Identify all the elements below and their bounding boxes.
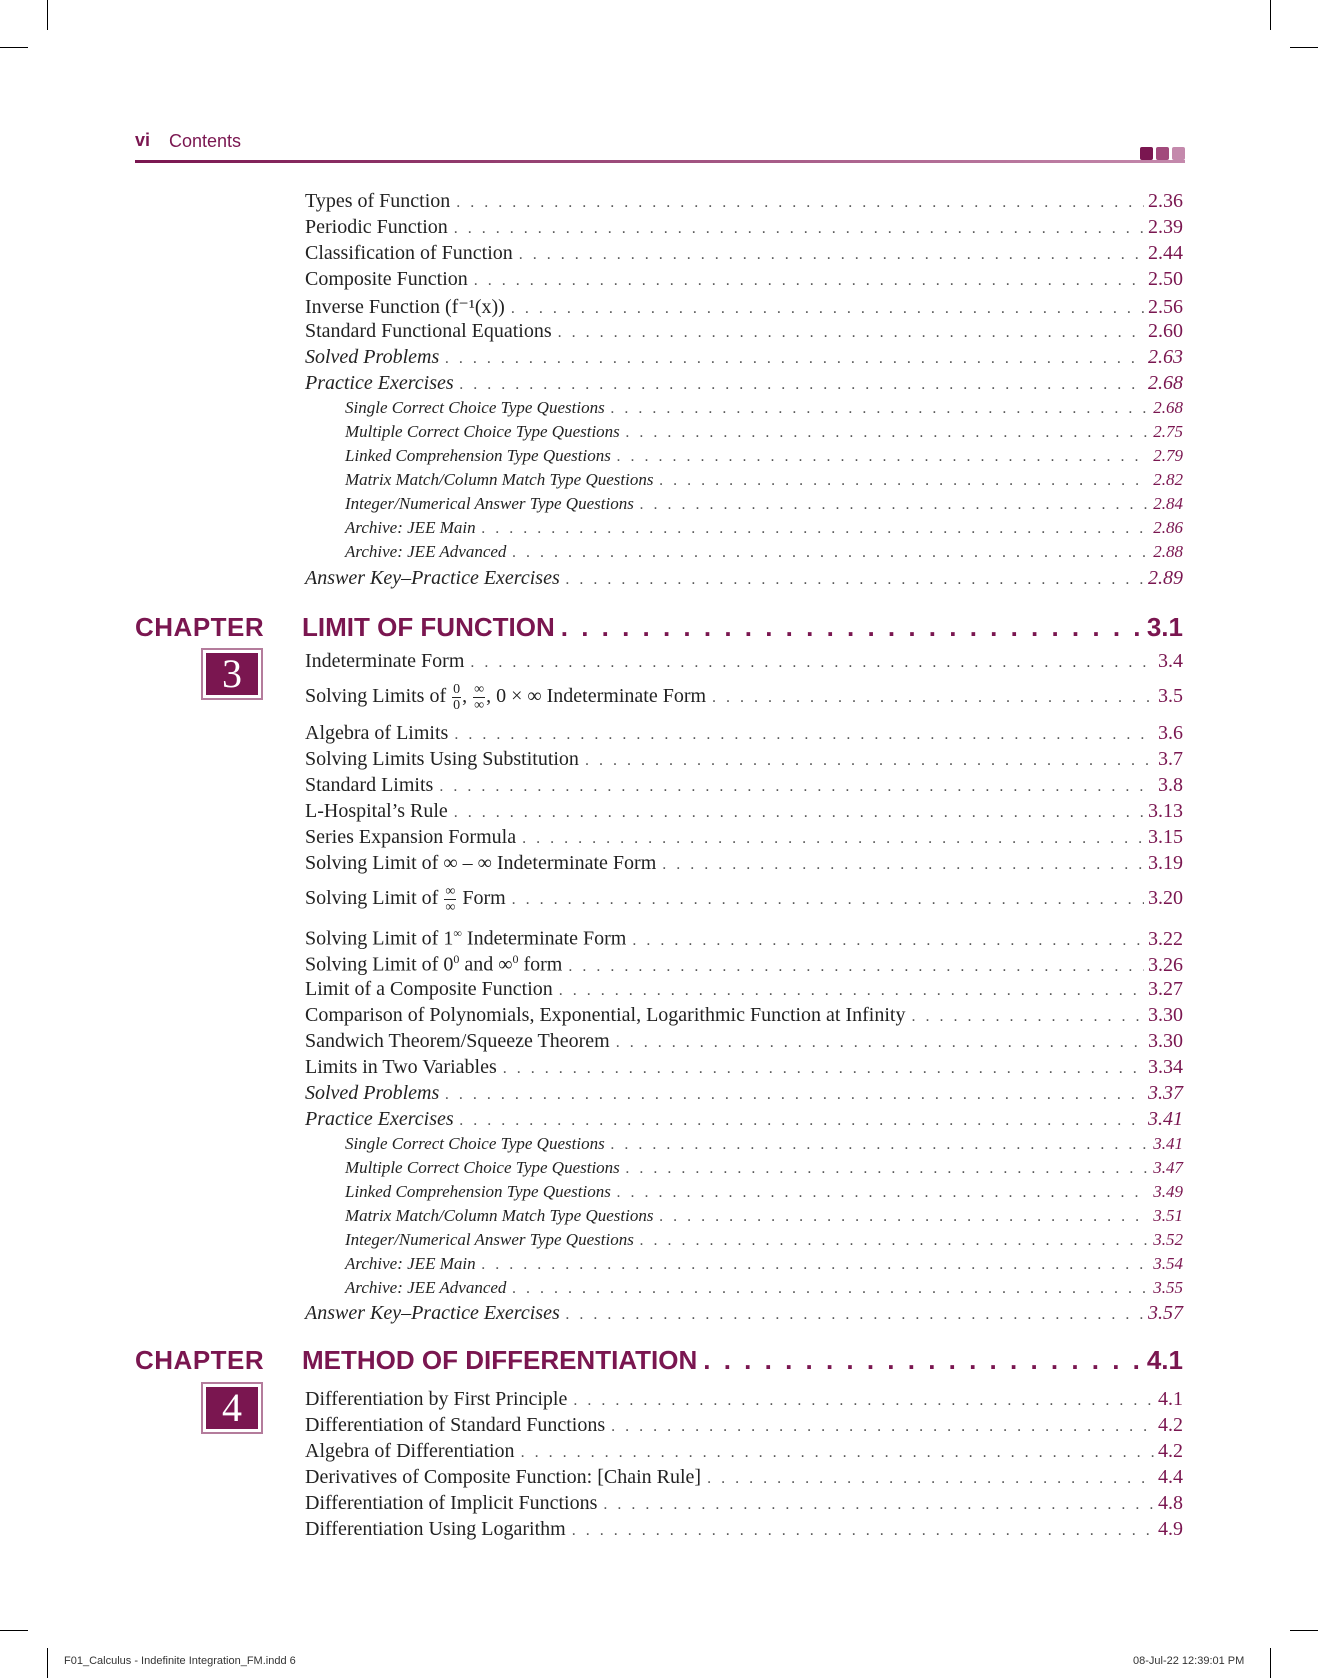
toc-entry-title: Matrix Match/Column Match Type Questions	[345, 1206, 654, 1225]
toc-entry-page: 3.37	[1148, 1082, 1183, 1104]
leader-dots	[611, 1418, 1154, 1436]
toc-entry-title: Matrix Match/Column Match Type Questions	[345, 470, 654, 489]
crop-mark	[0, 47, 28, 48]
toc-entry-title: Inverse Function (f⁻¹(x))	[305, 296, 505, 318]
decor-square	[1172, 147, 1185, 160]
toc-entry-title: Derivatives of Composite Function: [Chain Rule]	[305, 1466, 702, 1488]
toc-entry[interactable]	[305, 1466, 1183, 1489]
chapter-number: 4	[206, 1387, 258, 1429]
toc-entry-title: Sandwich Theorem/Squeeze Theorem	[305, 1030, 610, 1052]
leader-dots	[445, 350, 1144, 368]
toc-entry-page: 2.63	[1148, 346, 1183, 368]
toc-entry-title: Linked Comprehension Type Questions	[345, 446, 611, 465]
decor-square	[1140, 147, 1153, 160]
toc-entry-page: 4.8	[1158, 1492, 1183, 1514]
leader-dots	[662, 856, 1144, 874]
page-number: vi	[135, 130, 151, 150]
toc-entry-page: 2.68	[1153, 398, 1183, 417]
leader-dots	[659, 1208, 1149, 1226]
toc-entry-title: Answer Key–Practice Exercises	[305, 567, 560, 589]
page-header	[135, 130, 1185, 162]
chapter-label: CHAPTER	[135, 612, 265, 642]
toc-entry[interactable]	[305, 567, 1183, 590]
toc-entry-title: Solved Problems	[305, 346, 440, 368]
toc-entry-page: 2.39	[1148, 216, 1183, 238]
toc-entry[interactable]	[305, 650, 1183, 673]
toc-entry-page: 4.9	[1158, 1518, 1183, 1540]
crop-mark	[1270, 1648, 1271, 1678]
toc-entry-title: Algebra of Differentiation	[305, 1440, 515, 1462]
toc-entry-page: 3.52	[1153, 1230, 1183, 1249]
toc-entry[interactable]	[305, 190, 1183, 213]
toc-entry-title: Multiple Correct Choice Type Questions	[345, 1158, 620, 1177]
toc-entry-title: Indeterminate Form	[305, 650, 465, 672]
toc-entry[interactable]	[345, 1182, 1183, 1202]
toc-entry-page: 3.30	[1148, 1004, 1183, 1026]
toc-entry-page: 2.82	[1153, 470, 1183, 489]
toc-entry-page: 3.8	[1158, 774, 1183, 796]
toc-entry-page: 3.26	[1148, 953, 1183, 976]
leader-dots	[617, 448, 1149, 466]
leader-dots	[445, 1086, 1144, 1104]
crop-mark	[47, 1648, 48, 1678]
toc-entry[interactable]	[305, 294, 1183, 319]
toc-entry-page: 3.47	[1153, 1158, 1183, 1177]
toc-entry-page: 3.6	[1158, 722, 1183, 744]
toc-entry-page: 4.4	[1158, 1466, 1183, 1488]
toc-entry-title: L-Hospital’s Rule	[305, 800, 448, 822]
toc-entry[interactable]	[305, 1004, 1183, 1027]
toc-entry-title: Classification of Function	[305, 242, 513, 264]
chapter-number-box	[201, 648, 263, 700]
fraction-den: ∞	[445, 900, 456, 915]
toc-entry[interactable]	[345, 1134, 1183, 1154]
leader-dots	[519, 246, 1144, 264]
chapter-number-box	[201, 1382, 263, 1434]
toc-entry[interactable]	[345, 1158, 1183, 1178]
leader-dots	[626, 424, 1149, 442]
toc-entry[interactable]	[345, 542, 1183, 562]
toc-entry[interactable]	[305, 800, 1183, 823]
chapter-label: CHAPTER	[135, 1345, 265, 1375]
toc-entry-title: Solving Limits Using Substitution	[305, 748, 579, 770]
toc-entry-page: 2.75	[1153, 422, 1183, 441]
chapter-title: LIMIT OF FUNCTION	[302, 612, 555, 642]
fraction-num: ∞	[474, 682, 485, 697]
toc-entry[interactable]	[305, 1492, 1183, 1515]
toc-entry[interactable]	[305, 1440, 1183, 1463]
toc-entry-page: 4.2	[1158, 1440, 1183, 1462]
leader-dots	[558, 324, 1144, 342]
toc-entry-title: Single Correct Choice Type Questions	[345, 398, 605, 417]
toc-entry-title	[305, 952, 568, 977]
leader-dots	[911, 1008, 1144, 1026]
toc-entry[interactable]	[345, 1278, 1183, 1298]
toc-entry-title	[305, 884, 512, 915]
leader-dots	[454, 726, 1154, 744]
toc-entry-page: 3.54	[1153, 1254, 1183, 1273]
leader-dots	[503, 1060, 1144, 1078]
toc-entry[interactable]	[345, 398, 1183, 418]
toc-entry-page: 2.88	[1153, 542, 1183, 561]
toc-entry[interactable]	[305, 1414, 1183, 1437]
leader-dots	[573, 1392, 1154, 1410]
crop-mark	[47, 0, 48, 30]
leader-dots	[460, 1112, 1144, 1130]
leader-dots	[616, 1034, 1144, 1052]
toc-entry-title: Limit of a Composite Function	[305, 978, 553, 1000]
fraction	[452, 682, 461, 713]
leader-dots	[659, 472, 1149, 490]
leader-dots	[474, 272, 1144, 290]
superscript: 0	[453, 952, 460, 966]
toc-entry-page: 3.49	[1153, 1182, 1183, 1201]
toc-entry-title: Integer/Numerical Answer Type Questions	[345, 1230, 634, 1249]
title-pre: Solving Limits of	[305, 685, 447, 708]
page-title: Contents	[169, 131, 242, 151]
toc-entry-page: 3.5	[1158, 685, 1183, 708]
toc-entry[interactable]	[345, 470, 1183, 490]
decor-square	[1156, 147, 1169, 160]
leader-dots	[585, 752, 1154, 770]
toc-entry-page: 4.1	[1158, 1388, 1183, 1410]
toc-entry[interactable]	[305, 1030, 1183, 1053]
toc-entry-page: 2.50	[1148, 268, 1183, 290]
leader-dots	[512, 544, 1149, 562]
toc-entry-title: Archive: JEE Main	[345, 518, 476, 537]
toc-entry-page: 2.79	[1153, 446, 1183, 465]
toc-entry[interactable]	[305, 926, 1183, 951]
toc-entry-title: Differentiation Using Logarithm	[305, 1518, 566, 1540]
leader-dots	[482, 520, 1150, 538]
toc-entry-page: 2.56	[1148, 296, 1183, 318]
toc-entry-page: 3.51	[1153, 1206, 1183, 1225]
toc-entry-page: 2.86	[1153, 518, 1183, 537]
toc-entry-page: 3.57	[1148, 1302, 1183, 1324]
leader-dots	[482, 1256, 1150, 1274]
leader-dots	[617, 1184, 1149, 1202]
toc-entry-title: Periodic Function	[305, 216, 448, 238]
toc-entry-page: 3.4	[1158, 650, 1183, 672]
leader-dots	[470, 654, 1154, 672]
title-pre: Solving Limit of	[305, 887, 439, 910]
leader-dots	[512, 1280, 1149, 1298]
toc-entry-page: 2.44	[1148, 242, 1183, 264]
toc-entry-title: Single Correct Choice Type Questions	[345, 1134, 605, 1153]
toc-entry[interactable]	[345, 1254, 1183, 1274]
crop-mark	[0, 1630, 28, 1631]
superscript: 0	[512, 952, 519, 966]
leader-dots	[512, 891, 1144, 909]
fraction	[473, 682, 485, 713]
leader-dots	[456, 194, 1144, 212]
chapter-number: 3	[206, 653, 258, 695]
toc-entry[interactable]	[345, 1206, 1183, 1226]
toc-entry-page: 3.34	[1148, 1056, 1183, 1078]
leader-dots	[511, 300, 1144, 318]
toc-entry-page: 3.15	[1148, 826, 1183, 848]
toc-entry[interactable]	[305, 884, 1183, 915]
leader-dots	[439, 778, 1154, 796]
title-post: Indeterminate Form	[461, 927, 627, 950]
toc-entry-page: 3.27	[1148, 978, 1183, 1000]
toc-entry-page: 2.84	[1153, 494, 1183, 513]
toc-entry[interactable]	[305, 320, 1183, 343]
toc-entry[interactable]	[305, 1056, 1183, 1079]
toc-entry[interactable]	[305, 242, 1183, 265]
toc-entry-title: Differentiation of Implicit Functions	[305, 1492, 598, 1514]
toc-entry[interactable]	[305, 268, 1183, 291]
leader-dots	[568, 958, 1144, 976]
toc-entry-page: 3.13	[1148, 800, 1183, 822]
toc-entry-page: 3.20	[1148, 887, 1183, 910]
fraction-num: ∞	[445, 884, 456, 899]
toc-entry-page: 3.30	[1148, 1030, 1183, 1052]
chapter-page: 4.1	[1146, 1345, 1183, 1375]
leader-dots	[521, 1444, 1154, 1462]
crop-mark	[1290, 47, 1318, 48]
fraction-den: ∞	[474, 698, 485, 713]
toc-entry-title: Archive: JEE Advanced	[345, 1278, 507, 1297]
toc-entry[interactable]	[305, 774, 1183, 797]
toc-entry-title: Types of Function	[305, 190, 451, 212]
toc-entry-title: Solving Limit of ∞ – ∞ Indeterminate Form	[305, 852, 657, 874]
leader-dots	[559, 982, 1144, 1000]
title-pre: Solving Limit of 1	[305, 927, 454, 950]
leader-dots	[561, 612, 1143, 643]
fraction-den: 0	[453, 698, 461, 713]
toc-entry-page: 3.55	[1153, 1278, 1183, 1297]
leader-dots	[703, 1345, 1143, 1376]
leader-dots	[640, 496, 1149, 514]
toc-entry-title: Comparison of Polynomials, Exponential, Logarithmic Function at Infinity	[305, 1004, 906, 1026]
toc-entry[interactable]	[305, 852, 1183, 875]
title-post: , 0 × ∞ Indeterminate Form	[486, 685, 707, 708]
title-post: Form	[462, 887, 506, 910]
toc-entry-page: 3.22	[1148, 927, 1183, 950]
toc-entry[interactable]	[305, 1302, 1183, 1325]
toc-entry[interactable]	[345, 422, 1183, 442]
toc-entry-title: Practice Exercises	[305, 1108, 454, 1130]
toc-entry-title: Practice Exercises	[305, 372, 454, 394]
toc-entry[interactable]	[305, 1518, 1183, 1541]
toc-entry-title: Integer/Numerical Answer Type Questions	[345, 494, 634, 513]
toc-entry-title: Linked Comprehension Type Questions	[345, 1182, 611, 1201]
header-decor	[1137, 147, 1185, 165]
toc-entry[interactable]	[305, 1082, 1183, 1105]
leader-dots	[566, 1306, 1144, 1324]
chapter-title-row[interactable]	[302, 612, 1183, 643]
toc-entry-title: Algebra of Limits	[305, 722, 449, 744]
toc-entry-title: Differentiation of Standard Functions	[305, 1414, 606, 1436]
crop-mark	[1290, 1630, 1318, 1631]
toc-entry-page: 2.68	[1148, 372, 1183, 394]
leader-dots	[611, 400, 1150, 418]
toc-entry-page: 4.2	[1158, 1414, 1183, 1436]
leader-dots	[460, 376, 1144, 394]
leader-dots	[603, 1496, 1154, 1514]
toc-entry-title: Standard Limits	[305, 774, 434, 796]
toc-entry[interactable]	[305, 682, 1183, 713]
toc-entry[interactable]	[305, 722, 1183, 745]
chapter-title-row[interactable]	[302, 1345, 1183, 1376]
fraction-num: 0	[453, 682, 461, 697]
leader-dots	[454, 220, 1144, 238]
toc-entry-page: 3.19	[1148, 852, 1183, 874]
toc-entry[interactable]	[305, 346, 1183, 369]
toc-entry-title: Answer Key–Practice Exercises	[305, 1302, 560, 1324]
toc-entry[interactable]	[305, 1108, 1183, 1131]
toc-entry-title: Archive: JEE Advanced	[345, 542, 507, 561]
leader-dots	[626, 1160, 1149, 1178]
footer-file: F01_Calculus - Indefinite Integration_FM.indd 6	[64, 1655, 296, 1667]
toc-entry[interactable]	[345, 446, 1183, 466]
toc-entry-page: 3.41	[1153, 1134, 1183, 1153]
leader-dots	[707, 1470, 1154, 1488]
chapter-page: 3.1	[1146, 612, 1183, 642]
toc-entry-title: Multiple Correct Choice Type Questions	[345, 422, 620, 441]
toc-entry-title: Archive: JEE Main	[345, 1254, 476, 1273]
toc-entry-title: Differentiation by First Principle	[305, 1388, 568, 1410]
toc-entry[interactable]	[345, 494, 1183, 514]
leader-dots	[611, 1136, 1150, 1154]
toc-entry[interactable]	[305, 978, 1183, 1001]
toc-entry-page: 2.89	[1148, 567, 1183, 589]
toc-entry[interactable]	[305, 1388, 1183, 1411]
toc-entry[interactable]	[345, 1230, 1183, 1250]
toc-entry[interactable]	[305, 952, 1183, 977]
crop-mark	[1270, 0, 1271, 30]
superscript: ∞	[453, 926, 462, 940]
toc-entry-page: 3.41	[1148, 1108, 1183, 1130]
fraction	[444, 884, 456, 915]
title-pre: Solving Limit of 0	[305, 953, 454, 976]
toc-entry-page: 2.36	[1148, 190, 1183, 212]
toc-entry[interactable]	[305, 372, 1183, 395]
leader-dots	[566, 571, 1144, 589]
toc-entry-title: Standard Functional Equations	[305, 320, 552, 342]
toc-entry-page: 3.7	[1158, 748, 1183, 770]
toc-entry[interactable]	[305, 216, 1183, 239]
toc-entry[interactable]	[305, 748, 1183, 771]
toc-entry-title: Composite Function	[305, 268, 468, 290]
leader-dots	[572, 1522, 1154, 1540]
leader-dots	[712, 689, 1154, 707]
toc-entry-title: Solved Problems	[305, 1082, 440, 1104]
header-rule	[135, 160, 1185, 163]
toc-entry[interactable]	[305, 826, 1183, 849]
toc-entry-title: Series Expansion Formula	[305, 826, 517, 848]
toc-entry[interactable]	[345, 518, 1183, 538]
toc-entry-title	[305, 926, 632, 951]
chapter-title: METHOD OF DIFFERENTIATION	[302, 1345, 698, 1375]
toc-entry-title: Limits in Two Variables	[305, 1056, 497, 1078]
title-post: form	[518, 953, 563, 976]
toc-entry-page: 2.60	[1148, 320, 1183, 342]
title-mid: and ∞	[459, 953, 513, 976]
leader-dots	[640, 1232, 1149, 1250]
leader-dots	[632, 932, 1144, 950]
leader-dots	[454, 804, 1144, 822]
leader-dots	[522, 830, 1144, 848]
toc-entry-title: Solving Limits of $\frac{0}{0}$ , $\frac{\infty}{\infty}$ , 0 × ∞ Indeterminate Form	[305, 682, 707, 713]
footer-timestamp: 08-Jul-22 12:39:01 PM	[1133, 1655, 1245, 1667]
